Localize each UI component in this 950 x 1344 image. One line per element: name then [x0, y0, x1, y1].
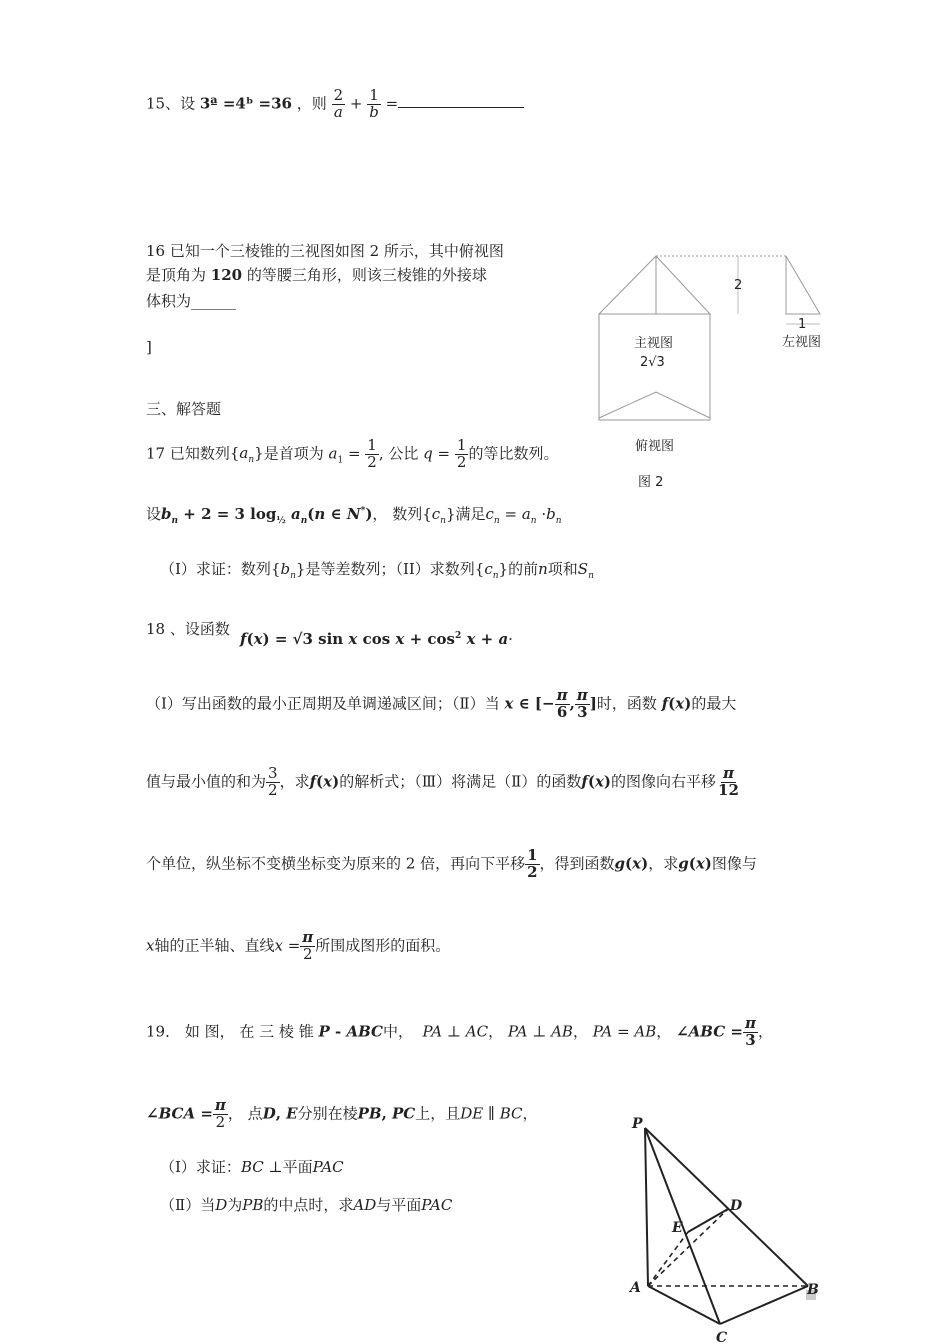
edge-PA	[645, 1128, 648, 1286]
q18-text: ，得到函数	[539, 854, 615, 873]
q19-text: 为	[227, 1196, 243, 1214]
edge-AD-hidden	[648, 1209, 728, 1286]
q17-text: 满足	[455, 505, 486, 523]
q18-part2: 值与最小值的和为 $\frac{3}{2}$ ，求f(x)的解析式；（Ⅲ）将满足（Ⅱ）的函数f(x)的图像向右平移 $\frac{\pi}{12}$	[146, 764, 739, 799]
q19-text: 与平面	[376, 1196, 422, 1214]
frac-3-2: $\frac{3}{2}$	[268, 764, 278, 799]
main-view-triangle	[599, 256, 710, 314]
q16-bracket: ]	[146, 338, 152, 356]
frac-pi-12: $\frac{\pi}{12}$	[718, 764, 739, 799]
q17-text: 设	[146, 505, 162, 523]
vertex-P-label: P	[632, 1116, 643, 1132]
section-title: 三、解答题	[146, 400, 222, 418]
q17-text: 的等比数列。	[468, 444, 559, 463]
q18-text: ，求	[279, 772, 310, 791]
q19-line2: ∠BCA = $\frac{\pi}{2}$ ， 点D, E分别在棱PB, PC上，且DE ∥ BC，	[146, 1096, 538, 1131]
q17-line1: 17 已知数列$\{a_n\}$是首项为 $a_1$ = $\frac{1}{2}$ , 公比 q = $\frac{1}{2}$ 的等比数列。	[146, 436, 559, 471]
vertex-A-label: A	[630, 1280, 641, 1296]
q15-condition: 3ª =4ᵇ =36	[199, 94, 292, 113]
q17-text: , 公比	[378, 444, 419, 463]
question-15: 15、设 3ª =4ᵇ =36 ，则 $\frac{2}{a}$ + $\frac{1}{b}$ =	[146, 88, 524, 121]
vertex-B-label: B	[807, 1282, 819, 1298]
q18-text: 个单位，纵坐标不变横坐标变为原来的 2 倍，再向下平移	[146, 854, 526, 873]
frac-pi-6: $\frac{\pi}{6}$	[556, 686, 568, 721]
q17-text: 是首项为	[263, 444, 324, 463]
q18-part1: （Ⅰ）写出函数的最小正周期及单调递减区间；（Ⅱ）当 x ∈ [− $\frac{\pi}{6}$ , $\frac{\pi}{3}$ ]时，函数 f(x)的最大	[146, 686, 737, 721]
q16-text: 是顶角为	[146, 266, 207, 284]
q19-text: ， 点	[227, 1104, 263, 1123]
q17-text: （I）求证：数列	[160, 560, 271, 578]
pyramid-figure	[620, 1110, 830, 1344]
frac-half: $\frac{1}{2}$	[367, 436, 377, 471]
q19-text: 中，	[382, 1022, 413, 1041]
q17-text: ， 数列	[372, 505, 423, 523]
q18-text: 图像与	[711, 854, 757, 873]
top-view-triangle	[599, 392, 710, 418]
vertex-E-label: E	[672, 1220, 683, 1236]
q17-line3: （I）求证：数列$\{b_n\}$是等差数列；（II）求数列$\{c_n\}$的前n项和$S_n$	[160, 560, 594, 581]
q16-text: 的等腰三角形，则该三棱锥的外接球	[246, 266, 487, 284]
q18-text: 的最大	[691, 694, 737, 713]
frac-pi-2: $\frac{\pi}{2}$	[302, 928, 314, 963]
vertex-C-label: C	[716, 1330, 728, 1344]
q18-text: 的图像向右平移	[611, 772, 717, 791]
seq-a: $\{a_n\}$	[229, 444, 264, 466]
q19-text: 上，且	[415, 1104, 461, 1123]
q18-text: （Ⅰ）写出函数的最小正周期及单调递减区间；（Ⅱ）当	[146, 694, 500, 713]
top-view-label: 俯视图	[635, 439, 675, 454]
q19-text: 19． 如 图， 在 三 棱 锥	[146, 1022, 314, 1041]
q19-line4: （Ⅱ）当D为PB的中点时，求AD与平面PAC	[160, 1196, 453, 1214]
q19-text: （Ⅱ）当	[160, 1196, 216, 1214]
frac-half: $\frac{1}{2}$	[456, 436, 467, 471]
q17-text: 的前	[508, 560, 539, 578]
frac-pi-2: $\frac{\pi}{2}$	[214, 1096, 226, 1131]
q19-text: 分别在棱	[297, 1104, 358, 1123]
q18-part4: x轴的正半轴、直线x = $\frac{\pi}{2}$ 所围成图形的面积。	[146, 928, 451, 963]
q19-line1: 19． 如 图， 在 三 棱 锥 P - ABC中， PA ⊥ AC， PA ⊥ AB， PA = AB， ∠ABC = $\frac{\pi}{3}$ ，	[146, 1014, 773, 1049]
q18-part3: 个单位，纵坐标不变横坐标变为原来的 2 倍，再向下平移 $\frac{1}{2}$ ，得到函数g(x)，求g(x)图像与	[146, 846, 757, 881]
dim-height-label: 2	[734, 278, 743, 293]
dim-base-label: 2√3	[640, 355, 665, 370]
seq-c: $\{c_n\}$	[474, 560, 509, 581]
q18-text: ，求	[648, 854, 679, 873]
edge-AE-hidden	[648, 1232, 688, 1286]
q16-line3: 体积为______	[146, 292, 237, 310]
seq-b: $\{b_n\}$	[270, 560, 306, 581]
q16-angle: 120	[210, 266, 243, 284]
q15-label: 15、设	[146, 94, 196, 113]
seq-c: $\{c_n\}$	[422, 505, 456, 526]
q15-then: ，则	[296, 94, 327, 113]
q15-fraction-2-a: $\frac{2}{a}$	[333, 86, 344, 121]
figure-2-caption: 图 2	[638, 475, 664, 490]
edge-PB	[645, 1128, 808, 1286]
dim-width-label: 1	[798, 317, 807, 332]
q17-line2: 设$b_n + 2 = 3$ $\log_{\frac{1}{2}} a_n(n$ ∈ N*)， 数列$\{c_n\}$满足$c_n = a_n \cdot b_n$	[146, 505, 562, 526]
frac-pi-3: $\frac{\pi}{3}$	[576, 686, 588, 721]
q18-text: 所围成图形的面积。	[315, 936, 451, 955]
edge-AC	[648, 1286, 720, 1324]
q16-line2	[146, 264, 487, 285]
main-view-label: 主视图	[634, 336, 674, 351]
q17-text: 项和	[547, 560, 578, 578]
frac-pi-3: $\frac{\pi}{3}$	[744, 1014, 756, 1049]
frac-1-2: $\frac{1}{2}$	[527, 846, 538, 881]
q15-answer-blank	[398, 107, 524, 108]
q17-text: 17 已知数列	[146, 444, 230, 463]
q18-label: 18 、设函数	[146, 620, 230, 638]
q17-text: 是等差数列；（II）求数列	[305, 560, 475, 578]
q18-function: f(x) = √3 sin x $\cos x + \cos^2 x + a\cdot$	[240, 630, 513, 648]
q19-text: （Ⅰ）求证：	[160, 1158, 241, 1176]
q18-text: 时，函数	[596, 694, 657, 713]
q16-line1: 16 已知一个三棱锥的三视图如图 2 所示，其中俯视图	[146, 242, 504, 260]
edge-CB	[720, 1286, 808, 1324]
q19-line3: （Ⅰ）求证：BC ⊥平面PAC	[160, 1158, 344, 1176]
q18-text: 的解析式；（Ⅲ）将满足（Ⅱ）的函数	[339, 772, 582, 791]
q18-text: 值与最小值的和为	[146, 772, 267, 791]
q18-text: 轴的正半轴、直线	[154, 936, 275, 955]
q19-text: 的中点时，求	[263, 1196, 354, 1214]
q19-text: 平面	[282, 1158, 313, 1176]
side-view-triangle	[786, 256, 820, 314]
q15-fraction-1-b: $\frac{1}{b}$	[369, 86, 379, 121]
vertex-D-label: D	[730, 1198, 743, 1214]
side-view-label: 左视图	[782, 335, 822, 350]
